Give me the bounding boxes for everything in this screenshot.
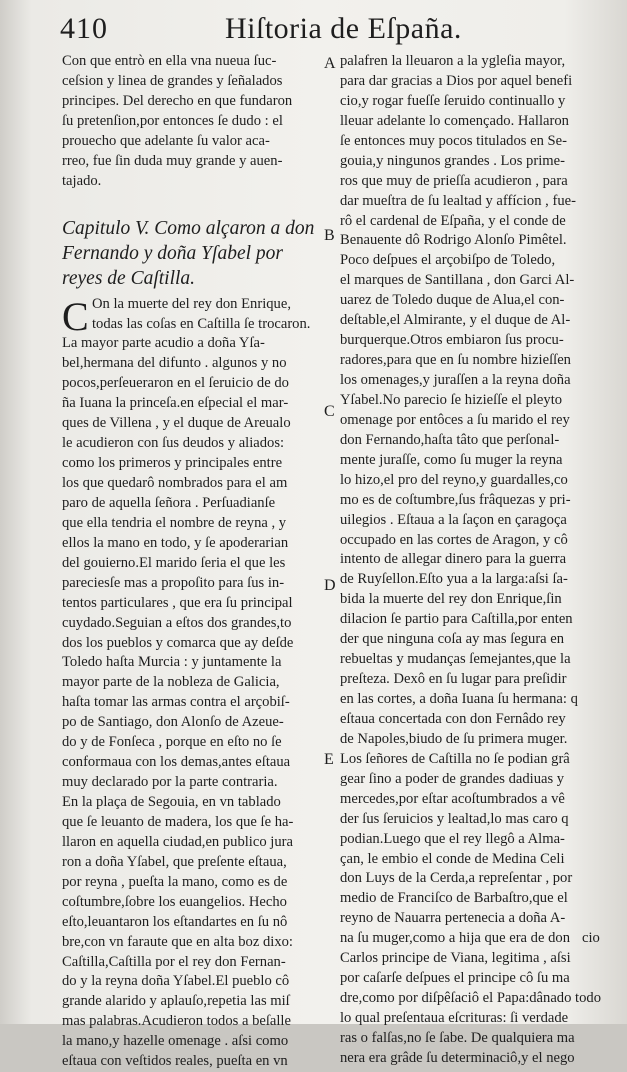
text-line: muy declarado por la parte contraria. [62, 774, 278, 791]
text-line: mercedes,por eſtar acoſtumbrados a vê [340, 790, 565, 807]
text-line: rô el cardenal de Eſpaña, y el conde de [340, 212, 566, 229]
text-line: por caſarſe deſpues el principe cô ſu ma [340, 970, 570, 987]
text-line: Caſtilla,Caſtilla por el rey don Fernan- [62, 953, 286, 970]
text-line: occupado en las cortes de Aragon, y cô [340, 531, 568, 548]
text-line: ña Iuana la princeſa.en eſpecial el mar- [62, 395, 289, 412]
text-line: Benauente dô Rodrigo Alonſo Pimêtel. [340, 232, 567, 249]
text-line: dar mueſtra de ſu lealtad y affícion , fue- [340, 192, 576, 209]
page-number: 410 [60, 12, 108, 45]
text-line: pareciesſe mas a propoſito para ſus in- [62, 574, 285, 591]
text-line: bida la muerte del rey don Enrique,ſin [340, 591, 562, 608]
text-line: do y la reyna doña Yſabel.El pueblo cô [62, 973, 290, 990]
text-line: pocos,perſeueraron en el ſeruicio de do [62, 375, 289, 392]
text-line: don Fernando,haſta tâto que perſonal- [340, 431, 560, 448]
text-line: po de Santiago, don Alonſo de Azeue- [62, 714, 284, 731]
text-line: omenage por entôces a ſu marido el rey [340, 411, 570, 428]
text-line: eſto,leuantaron los eſtandartes en ſu nô [62, 913, 288, 930]
text-line: preſteza. Dexô en ſu lugar para preſidir [340, 671, 567, 688]
text-line: çan, le embio el conde de Medina Celi [340, 850, 565, 867]
text-line: podian.Luego que el rey llegô a Alma- [340, 830, 565, 847]
text-line: intento de allegar dinero para la guerra [340, 551, 567, 568]
text-line: nera era grâde ſu determinaciô,y el nego [340, 1049, 575, 1066]
text-line: don Luys de la Cerda,a repreſentar , por [340, 870, 573, 887]
text-line: Poco deſpues el arçobiſpo de Toledo, [340, 252, 556, 269]
text-line: lo qual preſentaua eſcrituras: ſi verdade [340, 1010, 569, 1026]
text-line: en las cortes, a doña Iuana ſu hermana: q [340, 691, 578, 707]
text-line: eſtaua con veſtidos reales, pueſta en vn [62, 1053, 288, 1070]
text-line: radores,para que en ſu nombre hizieſſen [340, 352, 571, 369]
drop-cap: C [62, 293, 89, 339]
text-line: On la muerte del rey don Enrique, [92, 295, 291, 312]
chapter-heading [62, 216, 326, 291]
text-line: eſtaua concertada con don Fernâdo rey [340, 710, 566, 727]
text-line: de Ruyſellon.Eſto yua a la larga:aſsi ſa- [340, 571, 568, 588]
text-line: conformaua con los demas,antes eſtaua [62, 754, 291, 771]
text-line: llaron en aquella ciudad,en publico jura [62, 833, 293, 850]
text-line: burquerque.Otros embiaron ſus procu- [340, 332, 564, 349]
text-line: rebueltas y mudanças ſemejantes,que la [340, 651, 571, 668]
text-line: La mayor parte acudio a doña Yſa- [62, 335, 265, 352]
text-line: los omenages,y juraſſen a la reyna doña [340, 372, 571, 388]
text-line: En la plaça de Segouia, en vn tablado [62, 794, 281, 810]
text-line: ques de Villena , y el duque de Areualo [62, 415, 291, 432]
text-line: reyno de Nauarra pertenecia a doña A- [340, 910, 566, 927]
text-line: de Napoles,biudo de ſu primera muger. [340, 730, 568, 747]
text-line: medio de Franciſco de Barbaſtro,que el [340, 890, 568, 907]
text-line: Carlos principe de Viana, legitima , aſsi [340, 950, 571, 967]
text-line: dos los pueblos y comarca que ay deſde [62, 634, 294, 651]
text-line: bre,con vn faraute que en alta boz dixo: [62, 933, 293, 950]
chapter-heading-line: reyes de Caſtilla. [62, 267, 196, 289]
text-line: ros que muy de prieſſa acudieron , para [340, 172, 568, 189]
margin-letter: C [324, 403, 335, 420]
text-line: na ſu muger,como a hija que era de don [340, 930, 570, 947]
text-line: coſtumbre,ſobre los euangelios. Hecho [62, 893, 287, 910]
text-line: ceſsion y linea de grandes y ſeñalados [62, 72, 283, 89]
text-line: mo es de coſtumbre,ſus frâquezas y pri- [340, 491, 571, 508]
text-line: dilacion ſe partio para Caſtilla,por enten [340, 611, 573, 628]
text-line: haſta tomar las armas contra el arçobiſ- [62, 694, 290, 711]
text-line: der que ninguna coſa ay mas ſegura en [340, 631, 565, 648]
text-line: der ſus ſeruicios y lealtad,lo mas caro q [340, 810, 569, 827]
text-line: mas palabras.Acudieron todos a beſalle [62, 1013, 291, 1030]
text-line: del gouierno.El marido ſeria el que les [62, 554, 286, 571]
text-line: gear ſino a poder de grandes dadiuas y [340, 770, 565, 787]
text-line: paro de aquella ſeñora . Perſuadianſe [62, 494, 276, 511]
margin-letter: E [324, 751, 334, 768]
text-line: ſe entonces muy pocos titulados en Se- [340, 132, 567, 149]
text-line: tajado. [62, 172, 102, 189]
text-line: para dar gracias a Dios por aquel benefi [340, 72, 573, 89]
text-line: gouia,y ningunos grandes . Los prime- [340, 152, 565, 169]
margin-letter: B [324, 227, 335, 244]
text-line: como los primeros y principales entre [62, 455, 283, 472]
text-line: que ſe leuanto de madera, los que ſe ha- [62, 813, 294, 830]
right-column [340, 52, 602, 1069]
text-line: lleuar adelante lo començado. Hallaron [340, 112, 569, 129]
page-header [60, 6, 600, 46]
text-line: mente juraſſe, como ſu muger la reyna [340, 451, 563, 468]
chapter-body [62, 295, 326, 1072]
text-line: mayor parte de la nobleza de Galicia, [62, 674, 280, 691]
text-line: uarez de Toledo duque de Alua,el con- [340, 292, 565, 309]
text-line: tentos particulares , que era ſu principal [62, 594, 293, 611]
text-line: Toledo haſta Murcia : y juntamente la [62, 654, 282, 671]
text-line: principes. Del derecho en que fundaron [62, 92, 293, 109]
text-line: dre,como por diſpêſaciô el Papa:dânado todo [340, 990, 601, 1007]
text-line: ron a doña Yſabel, que preſente eſtaua, [62, 853, 287, 870]
text-line: Con que entrò en ella vna nueua ſuc- [62, 53, 277, 69]
text-line: prouecho que adelante ſu valor aca- [62, 132, 270, 149]
chapter-heading-line: Capitulo V. Como alçaron a don [62, 217, 315, 239]
text-line: el marques de Santillana , don Garci Al- [340, 272, 575, 289]
text-line: ellos la mano en todo, y ſe apoderarian [62, 534, 289, 551]
margin-letter: D [324, 577, 336, 594]
text-line: que ella tendria el nombre de reyna , y [62, 514, 287, 531]
text-line: Los ſeñores de Caſtilla no ſe podian grâ [340, 750, 570, 767]
text-line: Yſabel.No parecio ſe hizieſſe el pleyto [340, 391, 563, 408]
text-line: cuydado.Seguian a eſtos dos grandes,to [62, 614, 292, 631]
intro-paragraph [62, 52, 326, 192]
text-line: deſtable,el Almirante, y el duque de Al- [340, 312, 571, 329]
left-column [62, 52, 326, 1072]
text-line: los que quedarô nombrados para el am [62, 475, 288, 491]
text-line: do y de Fonſeca , porque en eſto no ſe [62, 734, 282, 751]
text-line: palafren la lleuaron a la ygleſia mayor, [340, 53, 566, 69]
text-line: ras o falſas,no ſe ſabe. De qualquiera ma [340, 1029, 575, 1046]
margin-letter: A [324, 55, 336, 72]
running-title: Hiſtoria de Eſpaña. [225, 12, 462, 45]
text-line: la mano,y hazelle omenage . aſsi como [62, 1033, 289, 1050]
text-line: todas las coſas en Caſtilla ſe trocaron. [92, 315, 311, 332]
text-line: cio,y rogar fueſſe ſeruido continuallo y [340, 92, 566, 109]
text-line: ſu pretenſion,por entonces ſe dudo : el [62, 112, 283, 129]
chapter-heading-line: Fernando y doña Yſabel por [62, 242, 283, 264]
text-line: por reyna , pueſta la mano, como es de [62, 873, 288, 890]
text-line: bel,hermana del difunto . algunos y no [62, 355, 287, 372]
text-line: rreo, fue ſin duda muy grande y auen- [62, 152, 283, 169]
text-line: le acudieron con ſus deudos y aliados: [62, 435, 285, 452]
text-line: grande alarido y aplauſo,repetia las miſ [62, 993, 290, 1010]
text-line: lo hizo,el pro del reyno,y guardalles,co [340, 471, 568, 488]
catchword: cio [582, 930, 600, 946]
text-line: uilegios . Eſtaua a la ſaçon en çaragoça [340, 511, 567, 528]
